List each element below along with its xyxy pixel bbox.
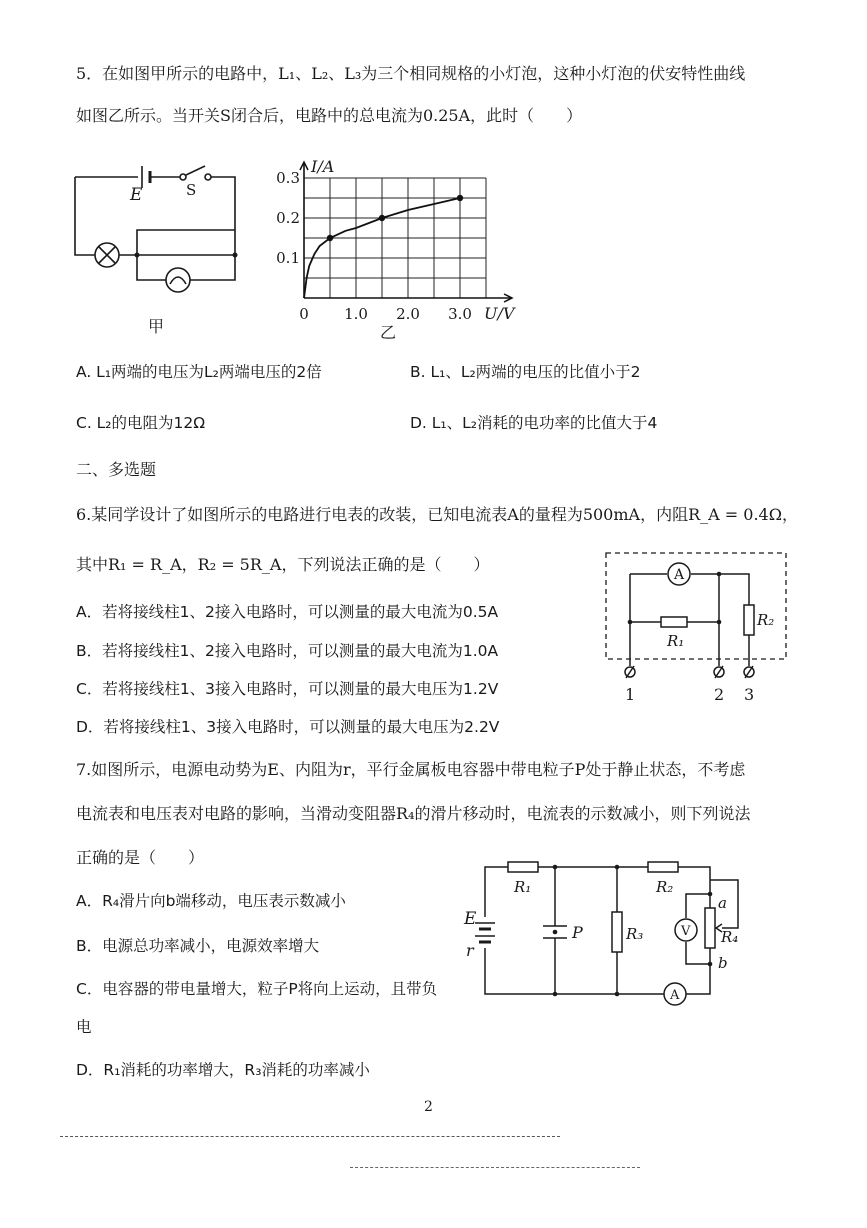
q7-internal-r-label: r — [466, 941, 474, 960]
q7-junction-a — [708, 892, 713, 897]
q6-r1-label: R₁ — [667, 632, 685, 650]
y-axis-label: I/A — [311, 157, 335, 176]
bottom-scan-line-2 — [350, 1167, 640, 1168]
q7-ammeter-label: A — [670, 988, 680, 1003]
q5-emf-label: E — [130, 185, 143, 205]
q7-p-label: P — [572, 923, 583, 942]
q6-option-d: D．若将接线柱1、3接入电路时，可以测量的最大电压为2.2V — [76, 718, 500, 736]
y-tick-label: 0.2 — [276, 209, 300, 227]
q7-emf-label: E — [464, 909, 477, 929]
q5-stem-line2: 如图乙所示。当开关S闭合后，电路中的总电流为0.25A，此时（ ） — [76, 106, 583, 125]
figure-caption-yi: 乙 — [379, 323, 397, 340]
q5-stem-line1: 5．在如图甲所示的电路中，L₁、L₂、L₃为三个相同规格的小灯泡，这种小灯泡的伏安特性曲线 — [76, 64, 746, 83]
q7-option-c-line2: 电 — [76, 1018, 92, 1036]
q7-stem-line3: 正确的是（ ） — [76, 848, 205, 867]
q7-stem-line2: 电流表和电压表对电路的影响，当滑动变阻器R₄的滑片移动时，电流表的示数减小，则下列说法 — [76, 804, 751, 823]
q6-terminal-1: 1 — [625, 685, 636, 704]
q7-r2-label: R₂ — [656, 878, 674, 896]
q7-option-b: B．电源总功率减小，电源效率增大 — [76, 937, 320, 955]
q5-option-c: C. L₂的电阻为12Ω — [76, 414, 206, 432]
q7-junction-3 — [553, 992, 558, 997]
y-tick-label: 0.1 — [276, 249, 300, 267]
q7-option-c-line1: C．电容器的带电量增大，粒子P将向上运动，且带负 — [76, 980, 438, 998]
page-number: 2 — [424, 1099, 433, 1115]
q7-r1-label: R₁ — [514, 878, 532, 896]
q5-iv-curve-chart — [276, 140, 536, 340]
q7-junction-b — [708, 962, 713, 967]
q6-junction-top — [717, 572, 722, 577]
q7-circuit-diagram — [460, 852, 755, 1012]
q5-option-a: A. L₁两端的电压为L₂两端电压的2倍 — [76, 363, 322, 381]
q7-option-a: A．R₄滑片向b端移动，电压表示数减小 — [76, 892, 346, 910]
iv-curve-point — [457, 195, 463, 201]
q6-terminal-2: 2 — [714, 685, 725, 704]
q7-junction-2 — [615, 865, 620, 870]
q7-a-label: a — [718, 894, 727, 912]
q7-voltmeter-label: V — [681, 924, 691, 939]
q6-stem-line2: 其中R₁ = R_A，R₂ = 5R_A，下列说法正确的是（ ） — [76, 555, 490, 574]
q5-switch-label: S — [186, 181, 197, 199]
x-tick-label: 1.0 — [344, 305, 368, 323]
q5-option-b: B. L₁、L₂两端的电压的比值小于2 — [410, 363, 641, 381]
q6-stem-line1: 6.某同学设计了如图所示的电路进行电表的改装，已知电流表A的量程为500mA，内阻R_A = 0.4Ω， — [76, 505, 798, 524]
x-tick-label: 0 — [299, 305, 309, 323]
q6-circuit-diagram — [603, 548, 793, 708]
junction-dot-right — [233, 253, 238, 258]
q5-option-d: D. L₁、L₂消耗的电功率的比值大于4 — [410, 414, 658, 432]
section-title-multiple-choice: 二、多选题 — [76, 460, 157, 479]
y-tick-label: 0.3 — [276, 169, 300, 187]
q6-junction-mid — [717, 620, 722, 625]
q6-r2-label: R₂ — [757, 611, 775, 629]
q7-stem-line1: 7.如图所示，电源电动势为E、内阻为r，平行金属板电容器中带电粒子P处于静止状态，不考虑 — [76, 760, 746, 779]
q7-junction-4 — [615, 992, 620, 997]
q7-particle-p — [553, 930, 558, 935]
q6-option-b: B．若将接线柱1、2接入电路时，可以测量的最大电流为1.0A — [76, 642, 499, 660]
q5-circuit-diagram — [62, 150, 252, 335]
iv-curve-point — [327, 235, 333, 241]
x-tick-label: 3.0 — [448, 305, 472, 323]
q7-r3-label: R₃ — [626, 925, 644, 943]
x-axis-label: U/V — [484, 304, 515, 323]
q6-ammeter-label: A — [674, 567, 685, 583]
q6-option-c: C．若将接线柱1、3接入电路时，可以测量的最大电压为1.2V — [76, 680, 499, 698]
q7-r4-label: R₄ — [721, 928, 739, 946]
q7-option-d: D．R₁消耗的功率增大，R₃消耗的功率减小 — [76, 1061, 370, 1079]
q6-junction-left — [628, 620, 633, 625]
q6-terminal-3: 3 — [744, 685, 755, 704]
bottom-scan-line-1 — [60, 1136, 560, 1137]
q7-junction-1 — [553, 865, 558, 870]
q6-option-a: A．若将接线柱1、2接入电路时，可以测量的最大电流为0.5A — [76, 603, 499, 621]
x-tick-label: 2.0 — [396, 305, 420, 323]
junction-dot-left — [135, 253, 140, 258]
q5-figure-caption-jia: 甲 — [148, 317, 165, 335]
iv-curve-point — [379, 215, 385, 221]
q7-b-label: b — [718, 954, 728, 972]
